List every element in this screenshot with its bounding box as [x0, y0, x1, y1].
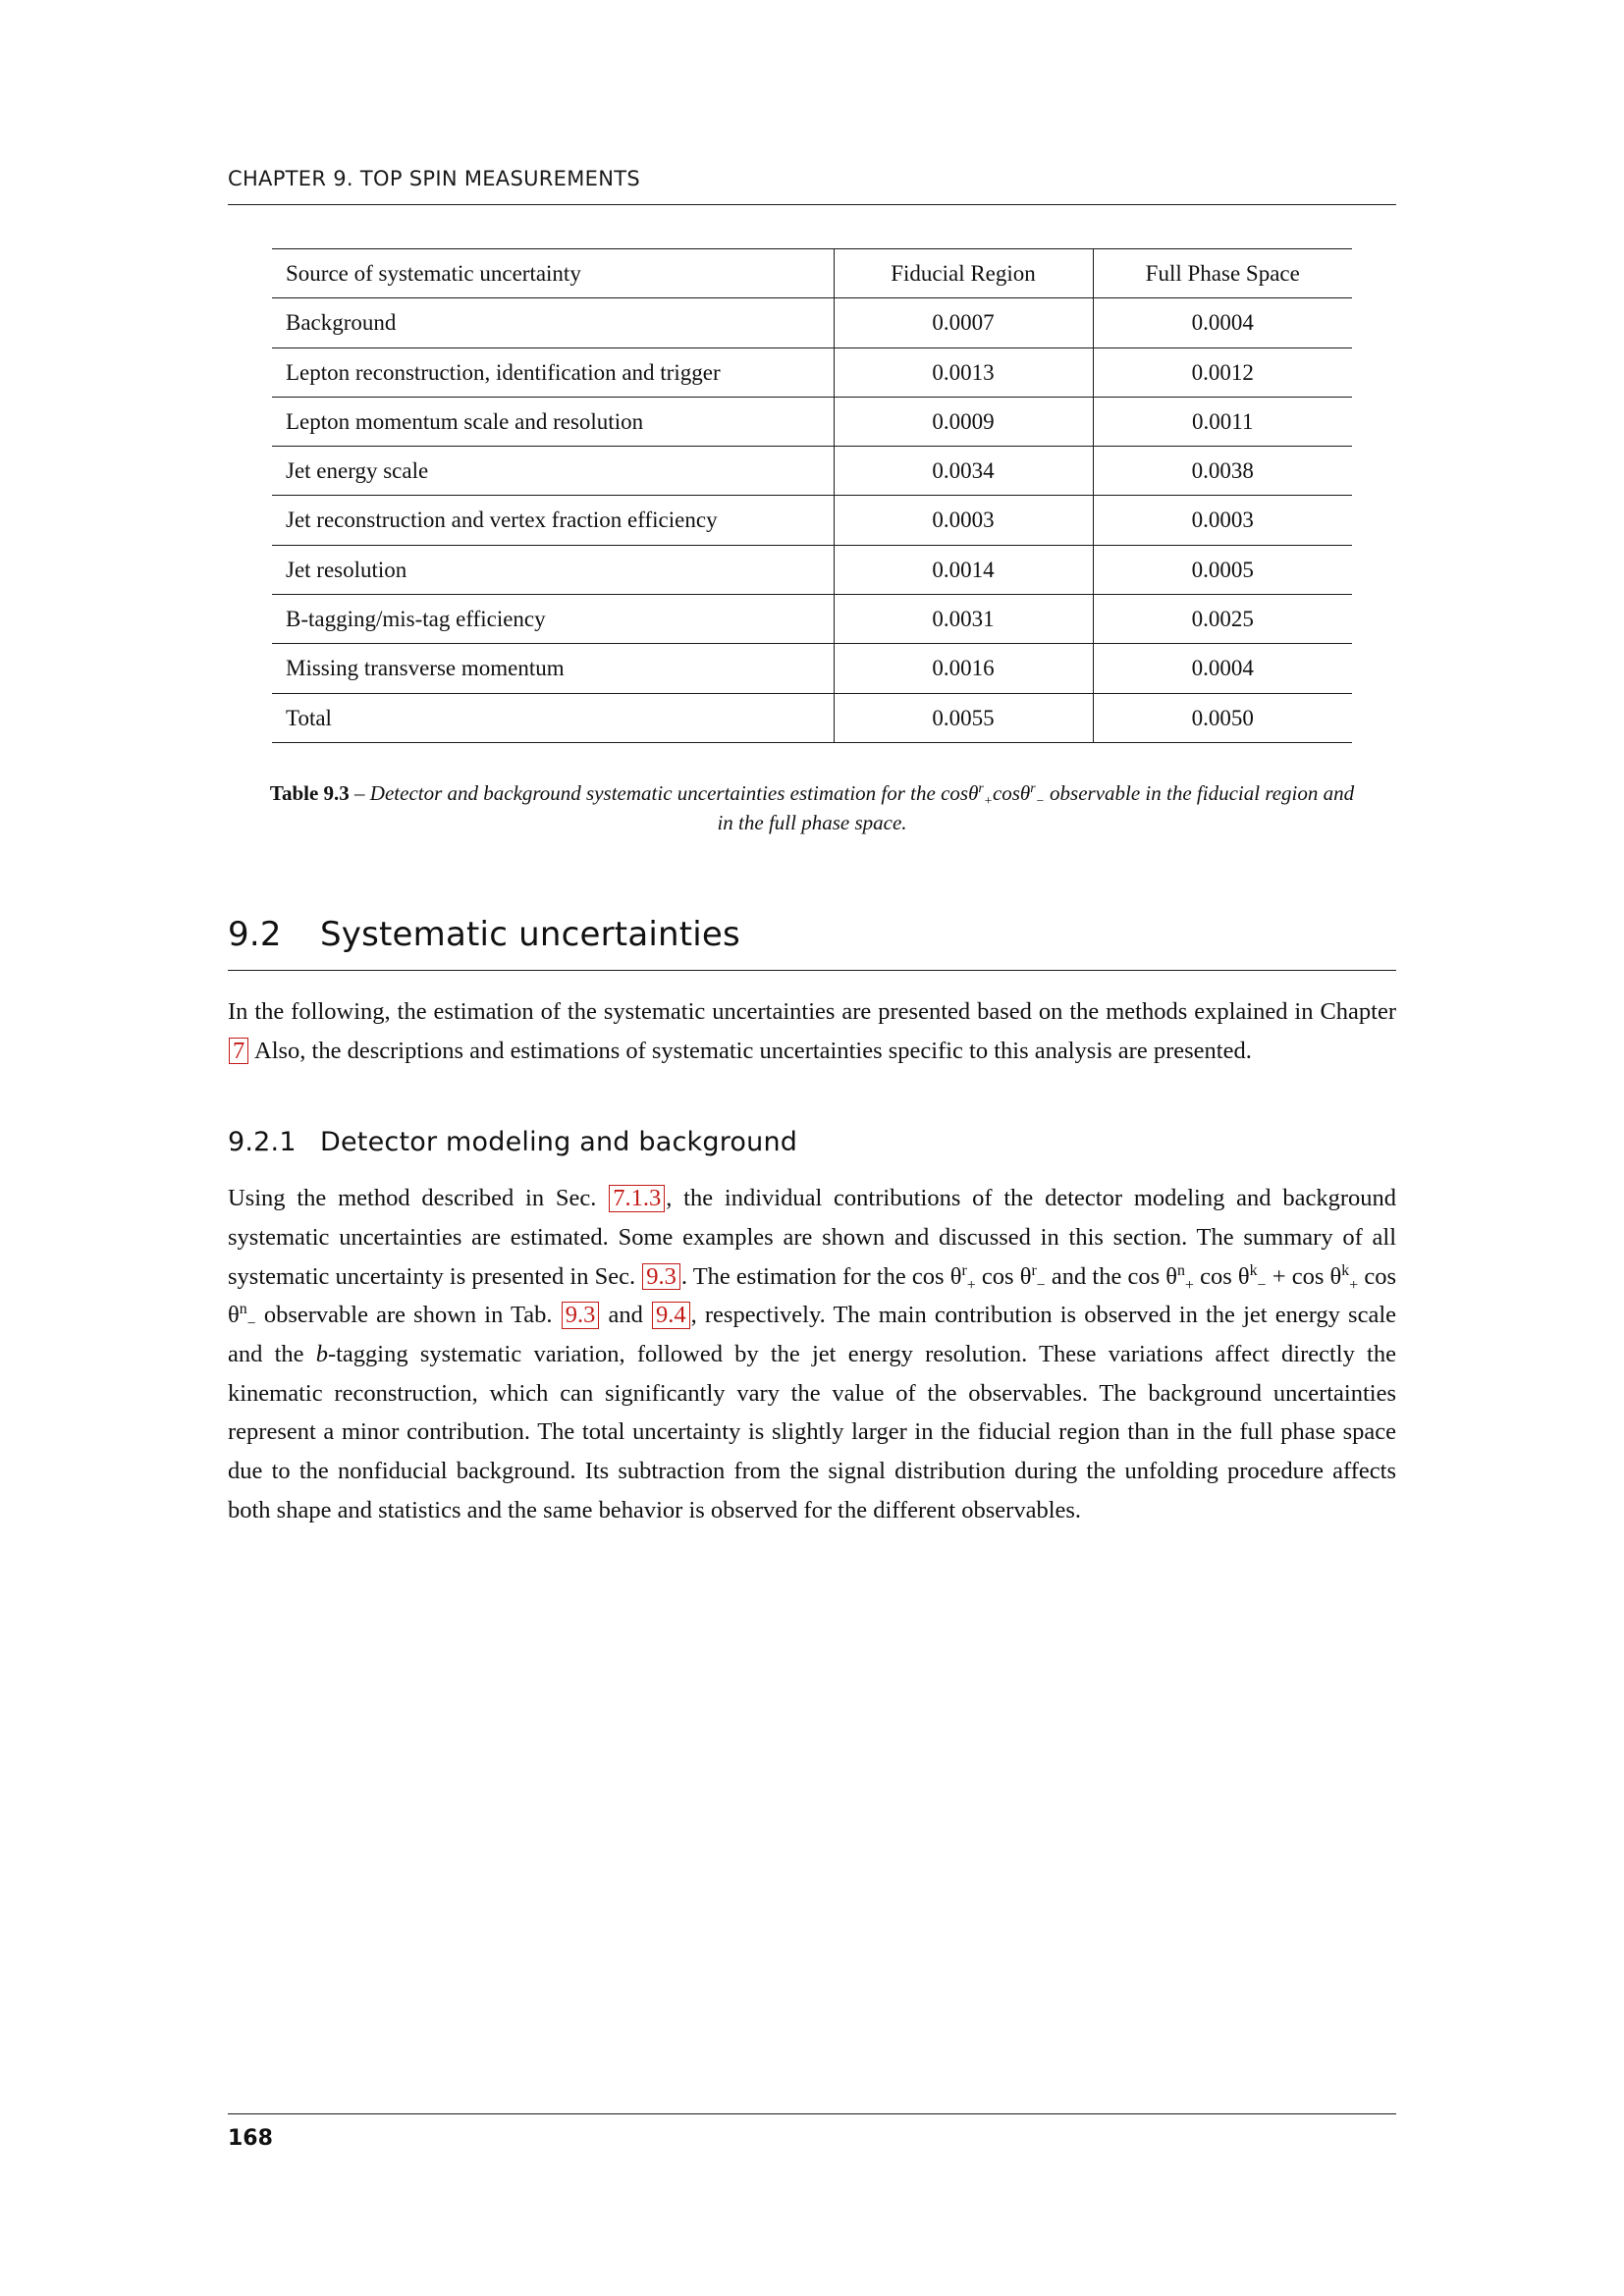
f5-sup: n [239, 1301, 247, 1318]
section-number: 9.2 [228, 914, 282, 954]
text-c: . The estimation for the [680, 1262, 912, 1290]
cell-source-total: Total [272, 693, 834, 742]
cell-fullphase: 0.0011 [1093, 397, 1352, 446]
f1b-sup: r [1031, 1261, 1037, 1279]
formula-cos-nk: $\cos \theta^n_+$ $\cos \theta^k_- + \cos \theta^k_+$ $\cos \theta^n_-$ [228, 1261, 1396, 1333]
caption-math-1-sub: + [983, 793, 993, 809]
running-header: CHAPTER 9. TOP SPIN MEASUREMENTS [228, 167, 1396, 205]
cell-fiducial: 0.0007 [834, 298, 1093, 347]
table-header-source: Source of systematic uncertainty [272, 249, 834, 298]
cell-fullphase: 0.0004 [1093, 298, 1352, 347]
subsection-heading [228, 1127, 1396, 1157]
f1b-sub: − [1036, 1276, 1046, 1294]
table-row [272, 347, 1352, 397]
f2-sub: + [1185, 1276, 1194, 1294]
caption-dash: – [354, 780, 365, 805]
cell-fiducial: 0.0014 [834, 545, 1093, 594]
formula-cos-r: $\cos \theta^r_+$ $\cos \theta^r_-$ [911, 1261, 1046, 1294]
table-header-fullphase: Full Phase Space [1093, 249, 1352, 298]
table-row [272, 298, 1352, 347]
f1-sub: + [966, 1276, 976, 1294]
section-title: Systematic uncertainties [320, 914, 740, 954]
caption-math-2-base: cosθ [992, 780, 1031, 805]
paragraph-text-b: Also, the descriptions and estimations of systematic uncertainties specific to this analysis are presented. [249, 1037, 1252, 1064]
systematics-table-wrapper [272, 248, 1352, 743]
caption-text-after: observable in the fiducial region and in the full phase space. [717, 780, 1355, 835]
cell-fiducial: 0.0003 [834, 496, 1093, 545]
table-row [272, 595, 1352, 644]
f4-sub: + [1349, 1276, 1359, 1294]
cell-fiducial: 0.0034 [834, 447, 1093, 496]
ref-chapter-7[interactable]: 7 [229, 1038, 248, 1065]
table-caption [262, 778, 1362, 838]
cell-fullphase: 0.0003 [1093, 496, 1352, 545]
caption-text-before: Detector and background systematic uncertainties estimation for the [369, 780, 942, 805]
f4-sup: k [1341, 1261, 1350, 1279]
cell-fiducial: 0.0009 [834, 397, 1093, 446]
caption-math-1-sup: r [978, 779, 984, 795]
section-heading [228, 915, 1396, 971]
cell-source: B-tagging/mis-tag efficiency [272, 595, 834, 644]
caption-math-1 [941, 779, 993, 809]
subsection-paragraph [228, 1179, 1396, 1529]
ref-tab-9-3[interactable]: 9.3 [562, 1302, 600, 1329]
ref-sec-7-1-3[interactable]: 7.1.3 [609, 1185, 665, 1212]
section-paragraph [228, 992, 1396, 1070]
italic-b: b [315, 1340, 328, 1367]
subsection-title: Detector modeling and background [320, 1127, 798, 1158]
cell-source: Missing transverse momentum [286, 656, 565, 681]
text-f: , respectively. The main contribution is observed in the jet energy scale and the [228, 1302, 1397, 1367]
text-d: observable are shown in Tab. [263, 1302, 561, 1329]
text-g: -tagging systematic variation, followed by the jet energy resolution. These variations affect directly the kinematic reconstruction, which can significantly vary the value of the observables. The background uncertainties represent a minor contribution. The total uncertainty is slightly larger in the fiducial region than in the full phase space due to the nonfiducial background. Its subtraction from the signal distribution during the unfolding procedure affects both shape and statistics and the same behavior is observed for the different observables. [228, 1340, 1396, 1523]
f3-sup: k [1249, 1261, 1258, 1279]
cell-source: Lepton momentum scale and resolution [272, 397, 834, 446]
cell-fullphase: 0.0005 [1093, 545, 1352, 594]
cell-source: Lepton reconstruction, identification and trigger [272, 347, 834, 397]
text-a: Using the method described in Sec. [228, 1185, 609, 1212]
cell-fullphase: 0.0012 [1093, 347, 1352, 397]
text-and: and the [1051, 1262, 1128, 1290]
ref-sec-9-3[interactable]: 9.3 [642, 1263, 680, 1291]
page-number: 168 [228, 2126, 273, 2151]
table-row [272, 644, 1352, 693]
cell-source: Jet resolution [272, 545, 834, 594]
text-e: and [600, 1302, 651, 1329]
formula-cos-r-base: cos θ [911, 1262, 962, 1290]
table-row [272, 397, 1352, 446]
caption-math-2-sub: − [1035, 793, 1045, 809]
caption-math-2 [992, 779, 1045, 809]
text-b: , the individual contributions of the detector modeling and background systematic uncertainties are estimated. Some examples are shown and discussed in this section. The summary of all systematic uncertainty is presented in Sec. [228, 1185, 1397, 1290]
f3-sub: − [1257, 1276, 1267, 1294]
table-body [272, 298, 1352, 743]
cell-fullphase-total: 0.0050 [1093, 693, 1352, 742]
cell-source: Jet reconstruction and vertex fraction efficiency [272, 496, 834, 545]
cell-fullphase: 0.0038 [1093, 447, 1352, 496]
table-row [272, 545, 1352, 594]
cell-fullphase: 0.0004 [1093, 644, 1352, 693]
ref-tab-9-4[interactable]: 9.4 [652, 1302, 690, 1329]
table-row [272, 447, 1352, 496]
cell-fiducial: 0.0031 [834, 595, 1093, 644]
table-row-total [272, 693, 1352, 742]
paragraph-text-a: In the following, the estimation of the systematic uncertainties are presented based on the methods explained in Chapter [228, 997, 1396, 1025]
table-row [272, 496, 1352, 545]
caption-math-2-sup: r [1030, 779, 1036, 795]
f2-sup: n [1177, 1261, 1185, 1279]
cell-source: Jet energy scale [272, 447, 834, 496]
f1-sup: r [961, 1261, 967, 1279]
table-header-fiducial: Fiducial Region [834, 249, 1093, 298]
cell-fiducial: 0.0013 [834, 347, 1093, 397]
caption-label: Table 9.3 [269, 780, 350, 805]
table-head [272, 249, 1352, 298]
table-header-row [272, 249, 1352, 298]
subsection-number: 9.2.1 [228, 1127, 297, 1158]
caption-math-1-base: cosθ [941, 780, 979, 805]
cell-fiducial-total: 0.0055 [834, 693, 1093, 742]
cell-fiducial: 0.0016 [834, 644, 1093, 693]
cell-fullphase: 0.0025 [1093, 595, 1352, 644]
f5-sub: − [246, 1315, 256, 1333]
systematics-table [272, 248, 1352, 743]
cell-source: Background [272, 298, 834, 347]
page-footer [228, 2113, 1396, 2151]
